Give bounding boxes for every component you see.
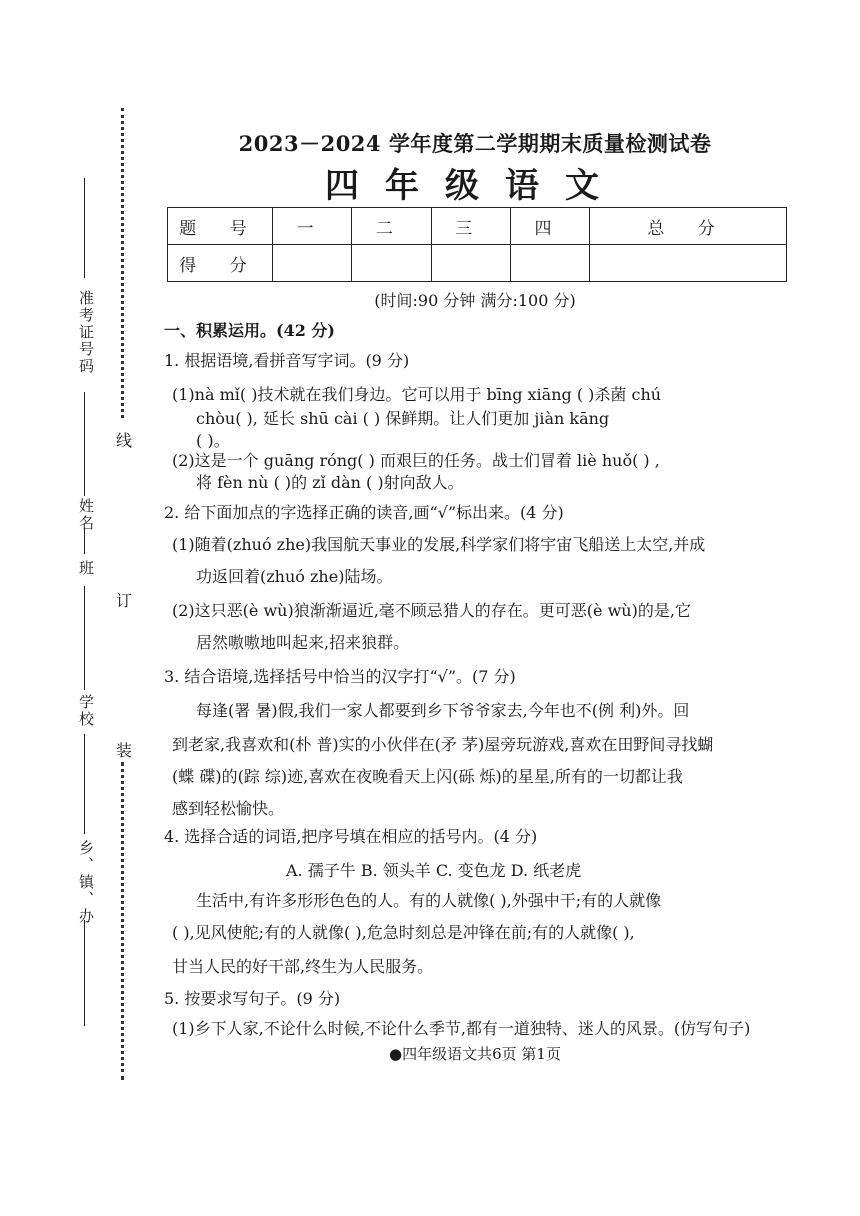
binding-line-5 [84, 734, 85, 834]
q2-p2-line1: (2)这只恶(è wù)狼渐渐逼近,毫不顾忌猎人的存在。更可恶(è wù)的是,它 [172, 601, 691, 620]
q1-title: 1. 根据语境,看拼音写字词。(9 分) [164, 351, 410, 370]
q1-p2-line1: (2)这是一个 guāng róng( ) 而艰巨的任务。战士们冒着 liè huǒ( ) , [172, 451, 660, 470]
binding-ding-char: 订 [116, 591, 133, 610]
q5-title: 5. 按要求写句子。(9 分) [164, 989, 341, 1008]
score-cell-1: 一 [273, 208, 352, 245]
subject-title: 四年级语文 [325, 166, 625, 206]
score-cell-3: 三 [431, 208, 510, 245]
time-info: (时间:90 分钟 满分:100 分) [374, 291, 576, 310]
page-footer: ●四年级语文共6页 第1页 [389, 1045, 561, 1063]
name-label: 姓名 [77, 498, 95, 532]
score-table [167, 207, 787, 282]
q5-line1: (1)乡下人家,不论什么时候,不论什么季节,都有一道独特、迷人的风景。(仿写句子) [172, 1019, 751, 1038]
exam-id-label: 准考证号码 [77, 290, 95, 375]
q3-title: 3. 结合语境,选择括号中恰当的汉字打“√”。(7 分) [164, 667, 516, 686]
q4-title: 4. 选择合适的词语,把序号填在相应的括号内。(4 分) [164, 827, 538, 846]
q3-line3: (蝶 碟)的(踪 综)迹,喜欢在夜晚看天上闪(砾 烁)的星星,所有的一切都让我 [172, 767, 683, 786]
score-cell-4: 四 [510, 208, 589, 245]
q2-p1-line2: 功返回着(zhuó zhe)陆场。 [196, 567, 393, 586]
score-row-label: 得 分 [168, 245, 273, 282]
q3-line1: 每逢(署 暑)假,我们一家人都要到乡下爷爷家去,今年也不(例 利)外。回 [196, 701, 690, 720]
q1-p1-line1: (1)nà mǐ( )技术就在我们身边。它可以用于 bīng xiāng ( )杀菌 chú [172, 385, 662, 404]
q2-p2-line2: 居然嗷嗷地叫起来,招来狼群。 [196, 633, 410, 652]
q2-title: 2. 给下面加点的字选择正确的读音,画“√”标出来。(4 分) [164, 503, 564, 522]
q4-line2: ( ),见风使舵;有的人就像( ),危急时刻总是冲锋在前;有的人就像( ), [172, 923, 635, 942]
binding-zhuang-char: 装 [116, 741, 133, 760]
binding-dotted-bottom [121, 762, 124, 1080]
exam-title: 2023－2024 学年度第二学期期末质量检测试卷 [238, 131, 712, 156]
section-heading: 一、积累运用。(42 分) [164, 321, 335, 340]
binding-line-6 [84, 920, 85, 1026]
binding-line-char: 线 [116, 431, 133, 450]
score-input-4[interactable] [510, 245, 589, 282]
school-label: 学校 [77, 694, 95, 728]
score-cell-total: 总 分 [590, 208, 787, 245]
q4-line3: 甘当人民的好干部,终生为人民服务。 [172, 957, 434, 976]
score-table-value-row [168, 245, 787, 282]
score-table-header-row [168, 208, 787, 245]
q3-line2: 到老家,我喜欢和(朴 普)实的小伙伴在(矛 茅)屋旁玩游戏,喜欢在田野间寻找蝴 [172, 735, 714, 754]
q2-p1-line1: (1)随着(zhuó zhe)我国航天事业的发展,科学家们将宇宙飞船送上太空,并成 [172, 535, 706, 554]
class-label: 班 [77, 560, 95, 577]
binding-dotted-top [121, 108, 124, 418]
q1-p1-line3: ( )。 [196, 431, 230, 450]
q1-p2-line2: 将 fèn nù ( )的 zǐ dàn ( )射向敌人。 [196, 473, 464, 492]
score-input-1[interactable] [273, 245, 352, 282]
binding-line-4 [84, 586, 85, 690]
q4-options: A. 孺子牛 B. 领头羊 C. 变色龙 D. 纸老虎 [286, 861, 582, 880]
q3-line4: 感到轻松愉快。 [172, 799, 285, 818]
score-input-2[interactable] [352, 245, 431, 282]
score-cell-label: 题 号 [168, 208, 273, 245]
binding-line-top [84, 178, 85, 278]
score-input-total[interactable] [590, 245, 787, 282]
town-label: 乡、镇、办 [77, 840, 95, 925]
binding-line-2 [84, 392, 85, 496]
score-input-3[interactable] [431, 245, 510, 282]
q1-p1-line2: chòu( ), 延长 shū cài ( ) 保鲜期。让人们更加 jiàn kāng [196, 409, 610, 428]
q4-line1: 生活中,有许多形形色色的人。有的人就像( ),外强中干;有的人就像 [196, 891, 662, 910]
score-cell-2: 二 [352, 208, 431, 245]
